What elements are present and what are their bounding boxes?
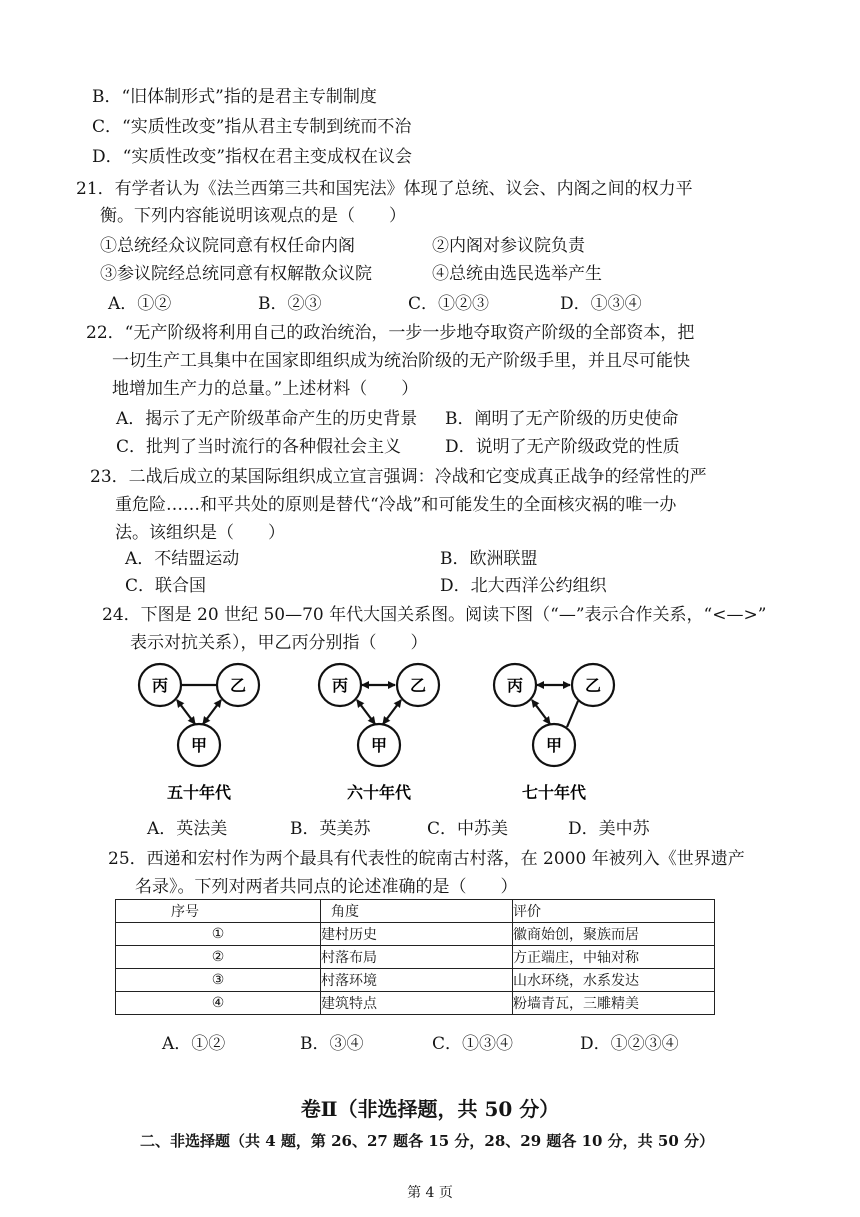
q24-stem-line1: 24．下图是 20 世纪 50—70 年代大国关系图。阅读下图（“—”表示合作关系，“<—>” (102, 605, 767, 625)
table-row (116, 946, 715, 969)
diagram-caption: 六十年代 (346, 783, 412, 802)
q23-option-a: A．不结盟运动 (125, 549, 240, 569)
table-row (116, 992, 715, 1015)
q22-stem-line3: 地增加生产力的总量。”上述材料（ ） (112, 379, 419, 399)
diagram-caption: 五十年代 (166, 783, 232, 802)
row-index: ④ (116, 992, 321, 1015)
q25-option-a: A．①② (162, 1034, 226, 1054)
q25-stem-line1: 25．西递和宏村作为两个最具有代表性的皖南古村落，在 2000 年被列入《世界遗产 (108, 849, 745, 869)
q25-option-b: B．③④ (300, 1034, 364, 1054)
row-aspect: 建筑特点 (321, 992, 513, 1015)
row-index: ③ (116, 969, 321, 992)
node-yi: 乙 (409, 676, 427, 695)
header-index: 序号 (116, 900, 321, 923)
q20-option-c: C．“实质性改变”指从君主专制到统而不治 (92, 117, 412, 137)
link-yi-jia (567, 701, 578, 727)
q21-item-1: ①总统经众议院同意有权任命内阁 (100, 236, 355, 256)
section-subtitle: 二、非选择题（共 4 题，第 26、27 题各 15 分，28、29 题各 10 分，共 50 分） (140, 1132, 715, 1150)
q22-option-a: A．揭示了无产阶级革命产生的历史背景 (116, 409, 418, 429)
node-jia: 甲 (545, 736, 563, 755)
node-bing: 丙 (506, 676, 524, 695)
q20-option-d: D．“实质性改变”指权在君主变成权在议会 (92, 147, 413, 167)
node-yi: 乙 (584, 676, 602, 695)
q23-stem-line2: 重危险……和平共处的原则是替代“冷战”和可能发生的全面核灾祸的唯一办 (115, 495, 677, 515)
row-aspect: 村落环境 (321, 969, 513, 992)
diagram-caption: 七十年代 (521, 783, 587, 802)
diagram-1950s (139, 664, 259, 802)
q23-stem-line1: 23．二战后成立的某国际组织成立宣言强调：冷战和它变成真正战争的经常性的严 (90, 467, 707, 487)
q20-option-b: B．“旧体制形式”指的是君主专制制度 (92, 87, 377, 107)
q21-option-c: C．①②③ (408, 294, 490, 314)
link-bing-jia (177, 700, 195, 724)
q23-option-c: C．联合国 (125, 576, 207, 596)
q24-option-a: A．英法美 (147, 819, 228, 839)
q21-stem-line2: 衡。下列内容能说明该观点的是（ ） (100, 206, 406, 226)
row-index: ① (116, 923, 321, 946)
node-jia: 甲 (370, 736, 388, 755)
table-header-row (116, 900, 715, 923)
diagram-1960s (319, 664, 439, 802)
q24-option-d: D．美中苏 (568, 819, 650, 839)
q25-stem-line2: 名录》。下列对两者共同点的论述准确的是（ ） (135, 877, 518, 897)
table-row (116, 923, 715, 946)
table-row (116, 969, 715, 992)
q22-option-b: B．阐明了无产阶级的历史使命 (445, 409, 679, 429)
node-bing: 丙 (151, 676, 169, 695)
q21-option-b: B．②③ (258, 294, 322, 314)
q21-item-3: ③参议院经总统同意有权解散众议院 (100, 264, 372, 284)
header-evaluation: 评价 (513, 900, 715, 923)
q23-option-d: D．北大西洋公约组织 (440, 576, 607, 596)
row-aspect: 村落布局 (321, 946, 513, 969)
q21-item-2: ②内阁对参议院负责 (432, 236, 585, 256)
row-evaluation: 方正端庄，中轴对称 (513, 946, 715, 969)
q23-stem-line3: 法。该组织是（ ） (115, 523, 285, 543)
q21-option-a: A．①② (108, 294, 172, 314)
row-aspect: 建村历史 (321, 923, 513, 946)
header-aspect: 角度 (321, 900, 513, 923)
diagram-1970s (494, 664, 614, 802)
q24-stem-line2: 表示对抗关系），甲乙丙分别指（ ） (130, 633, 428, 653)
row-evaluation: 山水环绕，水系发达 (513, 969, 715, 992)
q24-option-c: C．中苏美 (427, 819, 509, 839)
link-bing-jia (357, 700, 375, 724)
node-jia: 甲 (190, 736, 208, 755)
q22-stem-line2: 一切生产工具集中在国家即组织成为统治阶级的无产阶级手里，并且尽可能快 (112, 351, 690, 371)
q21-item-4: ④总统由选民选举产生 (432, 264, 602, 284)
page-number: 第 4 页 (407, 1185, 453, 1201)
node-yi: 乙 (229, 676, 247, 695)
link-yi-jia (203, 700, 221, 724)
q21-option-d: D．①③④ (560, 294, 642, 314)
great-power-relations-diagram (95, 655, 715, 805)
node-bing: 丙 (331, 676, 349, 695)
q22-stem-line1: 22．“无产阶级将利用自己的政治统治，一步一步地夺取资产阶级的全部资本，把 (86, 323, 695, 343)
q25-option-d: D．①②③④ (580, 1034, 679, 1054)
q22-option-d: D．说明了无产阶级政党的性质 (445, 437, 680, 457)
link-yi-jia (383, 700, 401, 724)
q25-table (115, 899, 715, 1015)
q23-option-b: B．欧洲联盟 (440, 549, 538, 569)
section-title: 卷Ⅱ（非选择题，共 50 分） (300, 1097, 560, 1121)
row-evaluation: 徽商始创，聚族而居 (513, 923, 715, 946)
row-evaluation: 粉墙青瓦，三雕精美 (513, 992, 715, 1015)
q24-option-b: B．英美苏 (290, 819, 371, 839)
q21-stem-line1: 21．有学者认为《法兰西第三共和国宪法》体现了总统、议会、内阁之间的权力平 (76, 179, 693, 199)
q22-option-c: C．批判了当时流行的各种假社会主义 (116, 437, 402, 457)
link-bing-jia (532, 700, 550, 724)
row-index: ② (116, 946, 321, 969)
q25-option-c: C．①③④ (432, 1034, 514, 1054)
